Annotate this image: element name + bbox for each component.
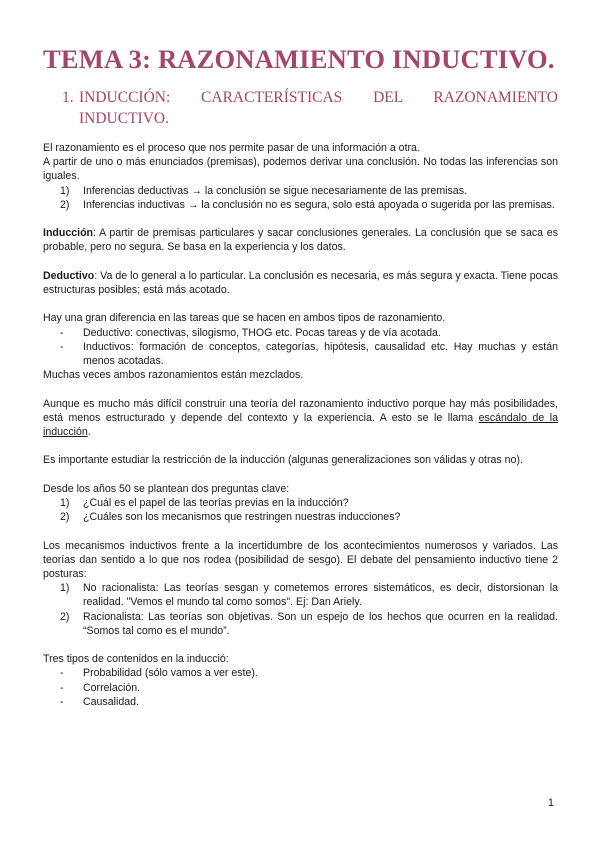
deductivo-definition [43, 269, 558, 297]
escandalo-paragraph [43, 397, 558, 440]
list-item-text: No racionalista: Las teorías sesgan y cometemos errores sistemáticos, es decir, distorsionan la realidad. "Vemos el mundo tal como somos". Ej: Dan Ariely. [83, 582, 558, 609]
list-item-text: Inferencias deductivas → la conclusión se sigue necesariamente de las premisas. [83, 184, 467, 197]
list-item [43, 510, 558, 524]
list-marker: - [60, 340, 64, 353]
deductivo-term: Deductivo [43, 269, 95, 282]
page-number: 1 [548, 797, 554, 809]
list-marker: 1) [60, 184, 70, 197]
document-body [43, 141, 558, 709]
diferencia-outro: Muchas veces ambos razonamientos están mezclados. [43, 369, 304, 382]
mecanismos-intro: Los mecanismos inductivos frente a la incertidumbre de los acontecimientos numerosos y variados. Las teorías dan sentido a lo que nos rodea (posibilidad de sesgo). El debate del pensamiento inductivo tiene 2 posturas: [43, 539, 558, 580]
page-title: TEMA 3: RAZONAMIENTO INDUCTIVO. [43, 44, 555, 74]
escandalo-text: Aunque es mucho más difícil construir una teoría del razonamiento inductivo porque hay más posibilidades, está menos estructurado y depende del contexto y la experiencia. A esto se le llama [43, 397, 558, 424]
list-item-text: Probabilidad (sólo vamos a ver este). [83, 667, 258, 680]
diferencia-intro: Hay una gran diferencia en las tareas que se hacen en ambos tipos de razonamiento. [43, 312, 446, 325]
list-item-text: Correlación. [83, 681, 141, 694]
induccion-term: Inducción [43, 227, 94, 240]
restriccion-paragraph: Es importante estudiar la restricción de la inducción (algunas generalizaciones son válidas y otras no). [43, 454, 523, 467]
intro-paragraph-2: A partir de uno o más enunciados (premisas), podemos derivar una conclusión. No todas las inferencias son iguales. [43, 156, 558, 183]
list-item [43, 184, 558, 198]
list-item [43, 198, 558, 212]
list-marker: 1) [60, 582, 70, 595]
list-marker: - [60, 681, 64, 694]
list-item-text: Deductivo: conectivas, silogismo, THOG etc. Pocas tareas y de vía acotada. [83, 326, 441, 339]
list-item-text: ¿Cuáles son los mecanismos que restringen nuestras inducciones? [83, 511, 401, 524]
list-item-text: ¿Cuál es el papel de las teorías previas en la inducción? [83, 496, 349, 509]
list-item-text: Racionalista: Las teorías son objetivas. Son un espejo de los hechos que ocurren en la realidad. “Somos tal como es el mundo”. [83, 610, 558, 637]
preguntas-intro: Desde los años 50 se plantean dos preguntas clave: [43, 482, 290, 495]
list-marker: 1) [60, 496, 70, 509]
intro-paragraph-1: El razonamiento es el proceso que nos permite pasar de una información a otra. [43, 142, 420, 154]
list-item-text: Causalidad. [83, 695, 139, 708]
escandalo-end: . [87, 426, 91, 438]
list-marker: 2) [60, 610, 70, 623]
section-heading-line-1: INDUCCIÓN: CARACTERÍSTICAS DEL RAZONAMIENTO [79, 89, 558, 106]
list-marker: - [60, 326, 64, 339]
contenidos-intro: Tres tipos de contenidos en la inducció: [43, 653, 229, 666]
induccion-definition [43, 226, 558, 254]
list-item [43, 581, 558, 609]
section-heading-line-2: INDUCTIVO. [79, 110, 169, 127]
list-marker: - [60, 667, 64, 680]
list-item-text: Inferencias inductivas → la conclusión no es segura, solo está apoyada o sugerida por las premisas. [83, 198, 555, 211]
list-item [43, 496, 558, 510]
list-marker: - [60, 695, 64, 708]
list-item [43, 666, 558, 680]
list-marker: 2) [60, 511, 70, 524]
list-item [43, 695, 558, 709]
list-item [43, 610, 558, 638]
deductivo-text: : Va de lo general a lo particular. La conclusión es necesaria, es más segura y exacta. Tiene pocas estructuras posibles; está más acotado. [43, 269, 558, 296]
list-item-text: Inductivos: formación de conceptos, categorías, hipótesis, causalidad etc. Hay muchas y están menos acotadas. [83, 340, 558, 367]
section-number: 1. [62, 89, 74, 106]
list-marker: 2) [60, 198, 70, 211]
list-item [43, 681, 558, 695]
escandalo-underlined: escándalo de la inducción [43, 411, 558, 438]
list-item [43, 326, 558, 340]
section-heading [62, 87, 558, 129]
list-item [43, 340, 558, 368]
induccion-text: : A partir de premisas particulares y sacar conclusiones generales. La conclusión que se saca es probable, pero no segura. Se basa en la experiencia y los datos. [43, 227, 558, 254]
